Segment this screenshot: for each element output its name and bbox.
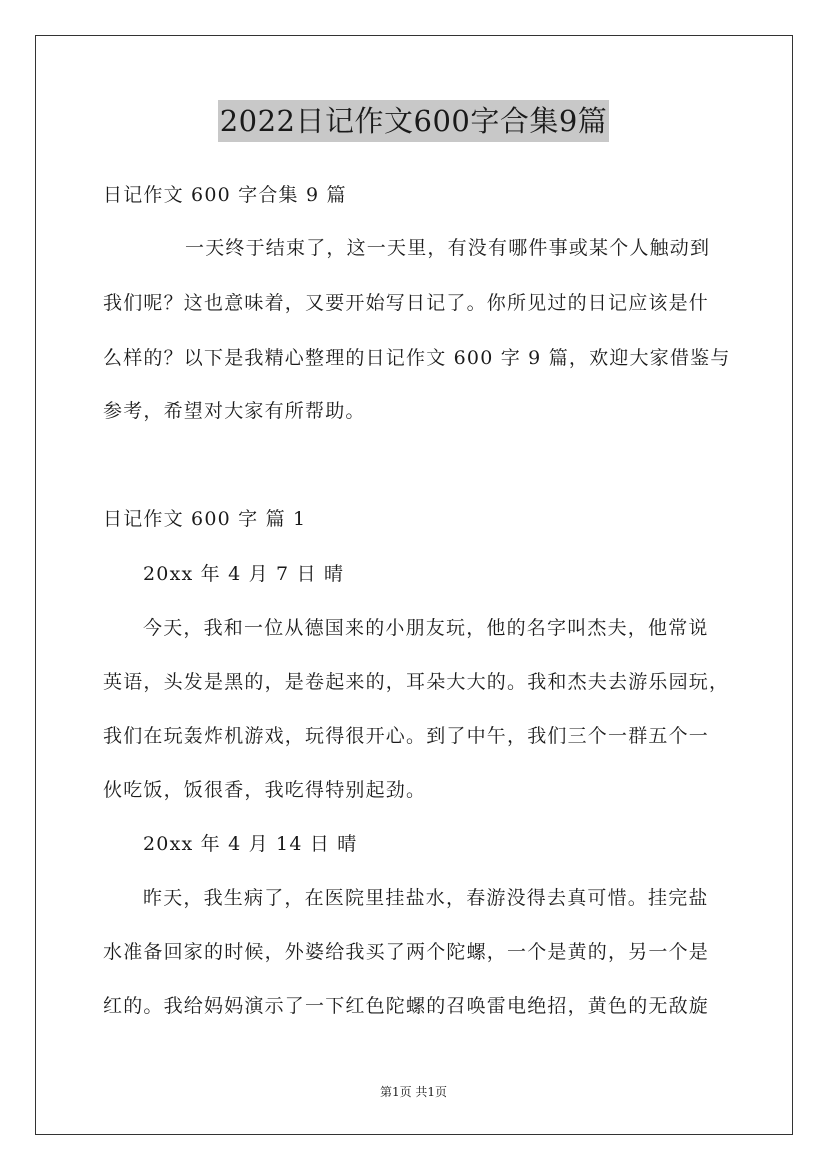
page-footer: 第1页 共1页 <box>379 1085 448 1099</box>
entry-line: 英语，头发是黑的，是卷起来的，耳朵大大的。我和杰夫去游乐园玩， <box>103 671 730 693</box>
entry-date: 20xx 年 4 月 7 日 晴 <box>143 563 345 585</box>
title-container <box>0 100 827 142</box>
intro-line: 参考，希望对大家有所帮助。 <box>103 400 366 422</box>
section-heading: 日记作文 600 字 篇 1 <box>103 508 307 530</box>
entry-line: 红的。我给妈妈演示了一下红色陀螺的召唤雷电绝招，黄色的无敌旋 <box>103 995 710 1017</box>
document-title: 2022日记作文600字合集9篇 <box>218 100 610 142</box>
intro-line: 一天终于结束了，这一天里，有没有哪件事或某个人触动到 <box>185 237 711 259</box>
entry-line: 水准备回家的时候，外婆给我买了两个陀螺，一个是黄的，另一个是 <box>103 941 710 963</box>
entry-line: 伙吃饭，饭很香，我吃得特别起劲。 <box>103 779 427 801</box>
document-subtitle: 日记作文 600 字合集 9 篇 <box>103 184 347 206</box>
intro-line: 我们呢？这也意味着，又要开始写日记了。你所见过的日记应该是什 <box>103 292 710 314</box>
entry-line: 昨天，我生病了，在医院里挂盐水，春游没得去真可惜。挂完盐 <box>143 887 709 909</box>
intro-line: 么样的？以下是我精心整理的日记作文 600 字 9 篇，欢迎大家借鉴与 <box>103 347 731 369</box>
entry-date: 20xx 年 4 月 14 日 晴 <box>143 833 358 855</box>
entry-line: 今天，我和一位从德国来的小朋友玩，他的名字叫杰夫，他常说 <box>143 617 709 639</box>
entry-line: 我们在玩轰炸机游戏，玩得很开心。到了中午，我们三个一群五个一 <box>103 725 710 747</box>
